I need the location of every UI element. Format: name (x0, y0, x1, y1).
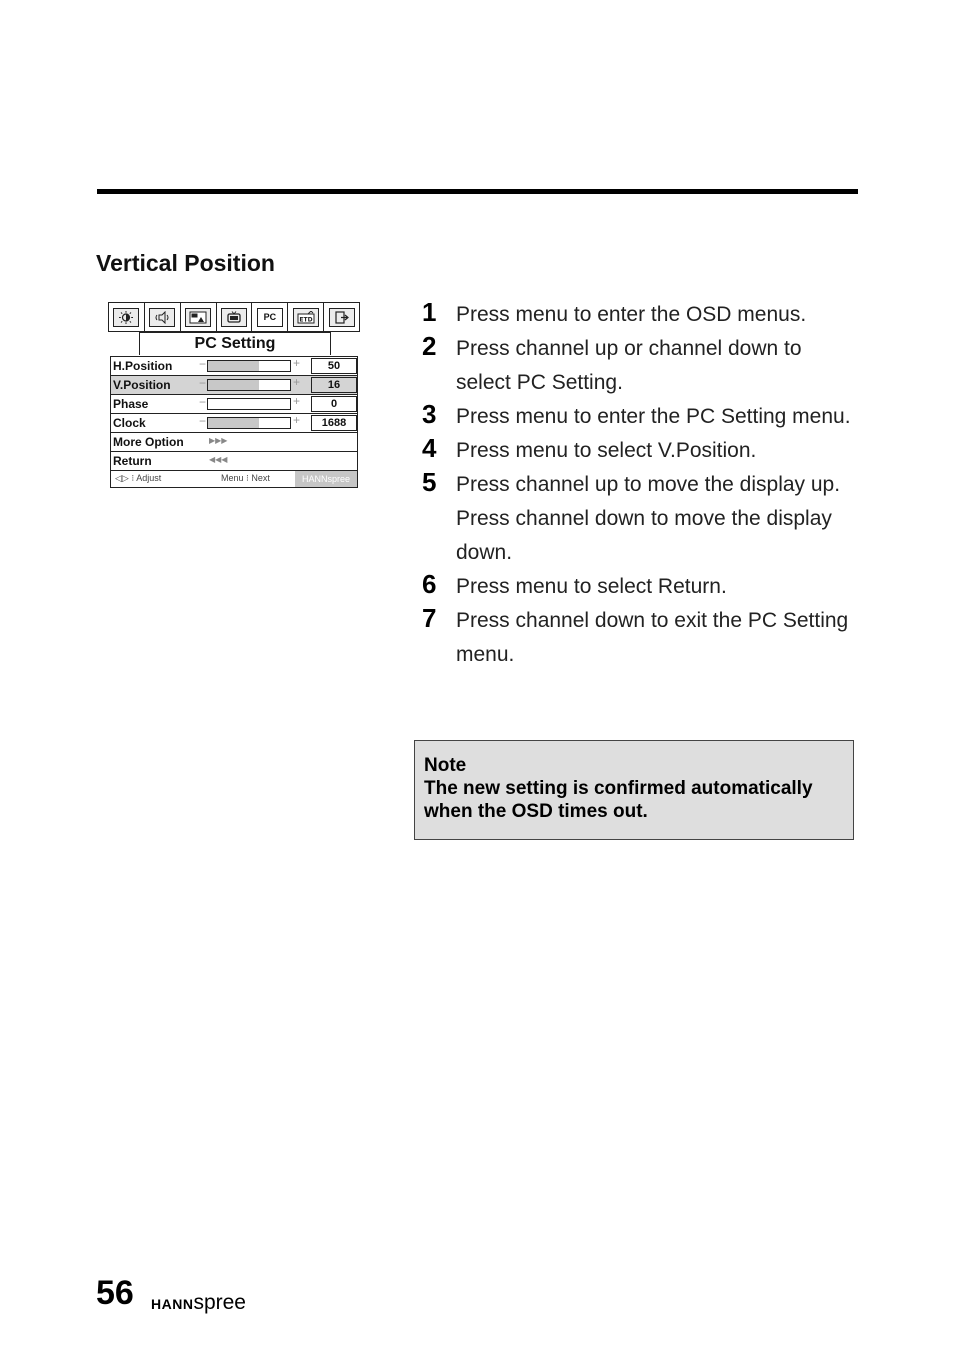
brand-logo (151, 1291, 246, 1315)
step-item (422, 400, 862, 434)
osd-row-label: V.Position (113, 378, 171, 392)
step-number: 4 (422, 433, 437, 463)
osd-row-label: H.Position (113, 359, 173, 373)
osd-footer-adjust (115, 473, 161, 484)
osd-icon-cell-active (252, 303, 288, 331)
osd-icon-cell (288, 303, 324, 331)
osd-icon-cell (181, 303, 217, 331)
step-item (422, 332, 862, 400)
brand-light: spree (193, 1291, 246, 1314)
exit-icon (329, 308, 355, 327)
brand-bold: HANN (151, 1296, 194, 1312)
osd-settings-table (110, 356, 358, 488)
osd-row-label: Return (113, 454, 152, 468)
step-text: Press menu to select Return. (456, 575, 727, 598)
back-arrows-icon: ◀◀◀ (209, 455, 228, 464)
osd-row-clock (111, 414, 357, 433)
osd-row-value: 0 (311, 396, 357, 412)
plus-icon: + (293, 356, 301, 370)
osd-figure (108, 302, 360, 486)
picture-icon (185, 308, 211, 327)
minus-icon: − (199, 376, 207, 390)
osd-slider (207, 379, 291, 391)
osd-row-return (111, 452, 357, 471)
osd-row-value: 1688 (311, 415, 357, 431)
plus-icon: + (293, 375, 301, 389)
minus-icon: − (199, 357, 207, 371)
svg-text:ETD: ETD (299, 316, 313, 323)
osd-slider-fill (208, 418, 259, 428)
step-item (422, 604, 862, 672)
osd-footer (111, 471, 357, 487)
osd-icon-cell (109, 303, 145, 331)
osd-slider (207, 360, 291, 372)
step-text: Press menu to enter the OSD menus. (456, 303, 807, 326)
step-number: 2 (422, 331, 437, 361)
language-icon (293, 308, 319, 327)
osd-footer-menu-label: Menu (221, 473, 244, 483)
top-rule (97, 189, 858, 194)
up-down-arrows-icon: ⁝ (246, 473, 249, 483)
up-down-arrows-icon: ⁝ (131, 473, 135, 483)
step-text: Press menu to select V.Position. (456, 439, 757, 462)
minus-icon: − (199, 414, 207, 428)
osd-footer-menu-next (221, 473, 270, 484)
pc-icon: PC (257, 308, 283, 327)
sound-icon (149, 308, 175, 327)
osd-row-phase (111, 395, 357, 414)
osd-icon-bar (108, 302, 360, 332)
left-right-arrows-icon: ◁▷ (115, 473, 129, 483)
section-title: Vertical Position (96, 250, 275, 276)
osd-footer-next-label: Next (251, 473, 270, 483)
page-number: 56 (96, 1274, 134, 1312)
step-item (422, 434, 862, 468)
step-number: 1 (422, 297, 437, 327)
osd-slider (207, 398, 291, 410)
step-number: 7 (422, 603, 437, 633)
step-number: 5 (422, 467, 437, 497)
plus-icon: + (293, 394, 301, 408)
osd-title: PC Setting (139, 332, 331, 355)
step-item (422, 570, 862, 604)
note-box (414, 740, 854, 840)
osd-icon-cell (217, 303, 253, 331)
minus-icon: − (199, 395, 207, 409)
brightness-icon (113, 308, 139, 327)
note-text: The new setting is confirmed automatically when the OSD times out. (424, 778, 813, 822)
tv-icon (221, 308, 247, 327)
osd-row-label: Clock (113, 416, 146, 430)
step-number: 3 (422, 399, 437, 429)
step-text: Press channel down to exit the PC Setting menu. (456, 609, 849, 666)
osd-slider-fill (208, 380, 259, 390)
osd-icon-cell (324, 303, 359, 331)
osd-row-value: 16 (311, 377, 357, 393)
step-item (422, 468, 862, 570)
note-title: Note (424, 755, 467, 776)
osd-footer-brand: HANNspree (295, 471, 357, 487)
osd-footer-adjust-label: Adjust (136, 473, 162, 483)
osd-slider (207, 417, 291, 429)
step-text: Press channel up or channel down to select PC Setting. (456, 337, 802, 394)
plus-icon: + (293, 413, 301, 427)
osd-row-h-position (111, 357, 357, 376)
osd-row-value: 50 (311, 358, 357, 374)
forward-arrows-icon: ▶▶▶ (209, 436, 228, 445)
osd-row-more-option (111, 433, 357, 452)
step-text: Press channel up to move the display up. Press channel down to move the display down. (456, 473, 841, 564)
step-text: Press menu to enter the PC Setting menu. (456, 405, 851, 428)
osd-row-v-position (111, 376, 357, 395)
osd-slider-fill (208, 361, 259, 371)
steps-list (422, 298, 862, 672)
step-item (422, 298, 862, 332)
osd-icon-cell (145, 303, 181, 331)
step-number: 6 (422, 569, 437, 599)
osd-row-label: Phase (113, 397, 149, 411)
osd-row-label: More Option (113, 435, 184, 449)
